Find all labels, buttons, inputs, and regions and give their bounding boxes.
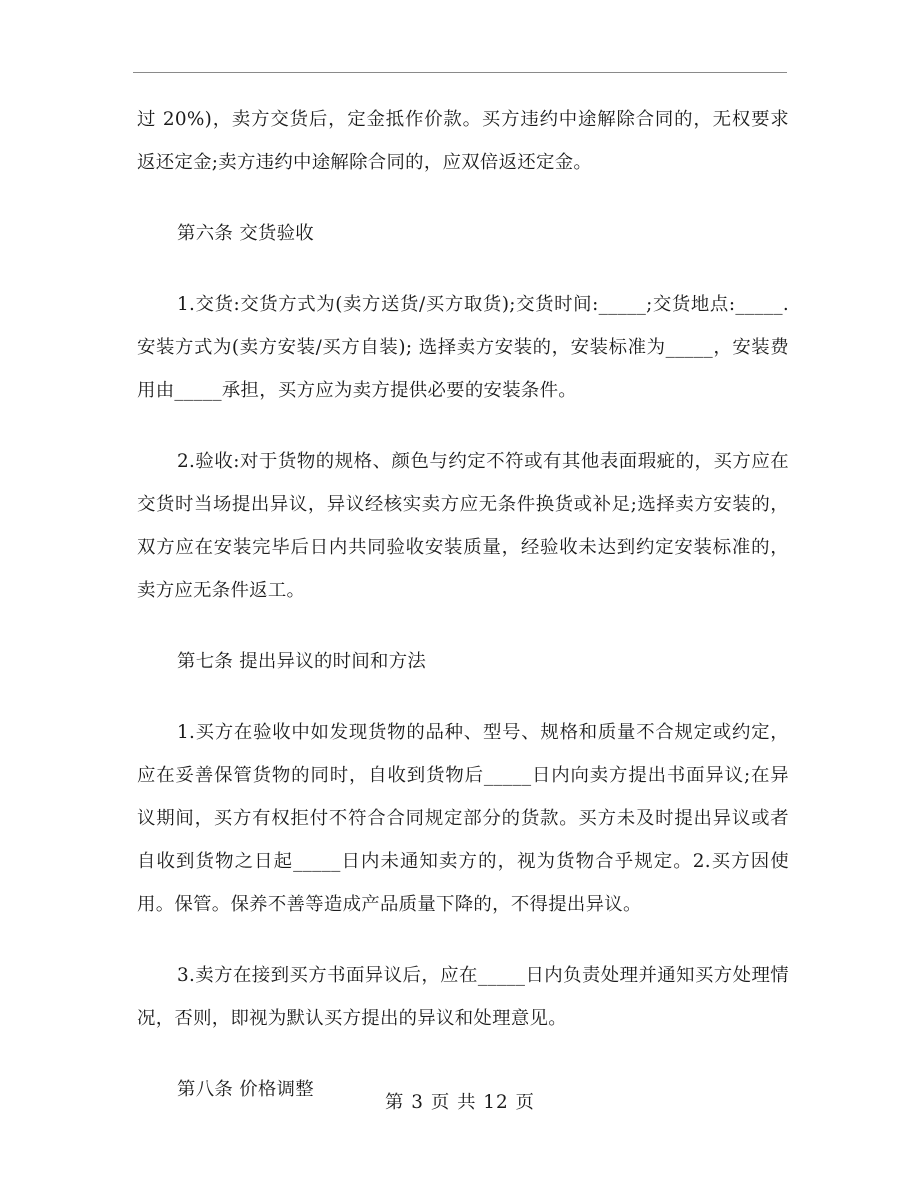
header-divider	[133, 72, 787, 73]
page-number-footer: 第 3 页 共 12 页	[385, 1092, 535, 1113]
paragraph-acceptance: 2.验收:对于货物的规格、颜色与约定不符或有其他表面瑕疵的，买方应在交货时当场提出异议，异议经核实卖方应无条件换货或补足;选择卖方安装的，双方应在安装完毕后日内共同验收安装质量，经验收未达到约定安装标准的，卖方应无条件返工。	[137, 451, 789, 601]
article-6-heading: 第六条 交货验收	[177, 223, 314, 244]
article-7-heading: 第七条 提出异议的时间和方法	[177, 651, 427, 672]
paragraph-objection-period: 1.买方在验收中如发现货物的品种、型号、规格和质量不合规定或约定，应在妥善保管货物的同时，自收到货物后_____日内向卖方提出书面异议;在异议期间，买方有权拒付不符合合同规定部分的货款。买方未及时提出异议或者自收到货物之日起_____日内未通知卖方的，视为货物合乎规定。2.买方因使用。保管。保养不善等造成产品质量下降的，不得提出异议。	[137, 722, 789, 915]
paragraph-delivery: 1.交货:交货方式为(卖方送货/买方取货);交货时间:_____;交货地点:_____.安装方式为(卖方安装/买方自装); 选择卖方安装的，安装标准为_____，安装费用由_____承担，买方应为卖方提供必要的安装条件。	[137, 294, 789, 401]
article-8-heading: 第八条 价格调整	[177, 1079, 314, 1100]
document-body	[137, 98, 789, 1111]
paragraph-deposit-continuation: 过 20%)，卖方交货后，定金抵作价款。买方违约中途解除合同的，无权要求返还定金;卖方违约中途解除合同的，应双倍返还定金。	[137, 109, 789, 173]
paragraph-seller-response: 3.卖方在接到买方书面异议后，应在_____日内负责处理并通知买方处理情况，否则，即视为默认买方提出的异议和处理意见。	[137, 965, 789, 1029]
